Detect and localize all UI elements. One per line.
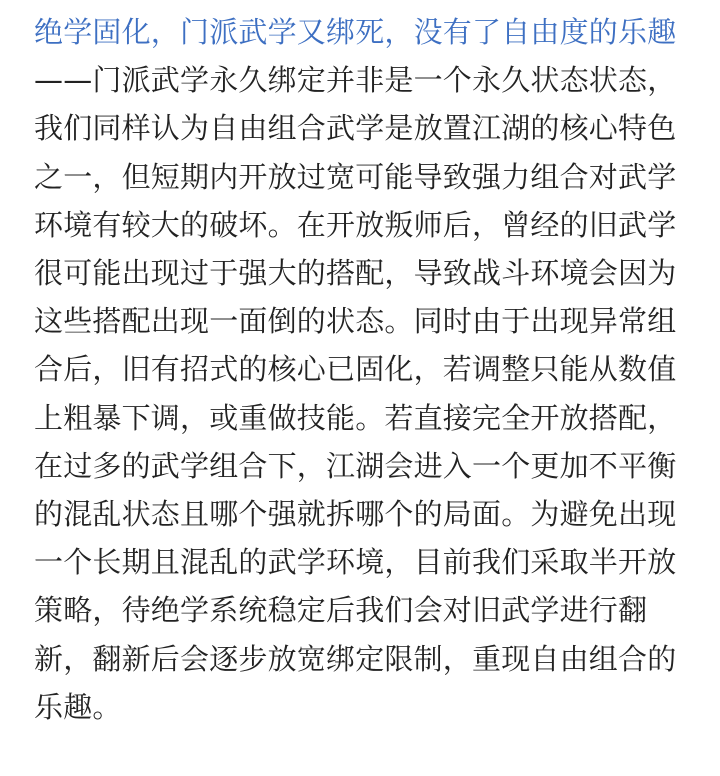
article-body-text: ——门派武学永久绑定并非是一个永久状态状态，我们同样认为自由组合武学是放置江湖的核心特色之一，但短期内开放过宽可能导致强力组合对武学环境有较大的破坏。在开放叛师后，曾经的旧武学很可能出现过于强大的搭配，导致战斗环境会因为这些搭配出现一面倒的状态。同时由于出现异常组合后，旧有招式的核心已固化，若调整只能从数值上粗暴下调，或重做技能。若直接完全开放搭配，在过多的武学组合下，江湖会进入一个更加不平衡的混乱状态且哪个强就拆哪个的局面。为避免出现一个长期且混乱的武学环境，目前我们采取半开放策略，待绝学系统稳定后我们会对旧武学进行翻新，翻新后会逐步放宽绑定限制，重现自由组合的乐趣。	[34, 63, 677, 724]
article-paragraph	[34, 8, 690, 731]
highlighted-heading-link[interactable]: 绝学固化，门派武学又绑死，没有了自由度的乐趣	[34, 15, 677, 49]
